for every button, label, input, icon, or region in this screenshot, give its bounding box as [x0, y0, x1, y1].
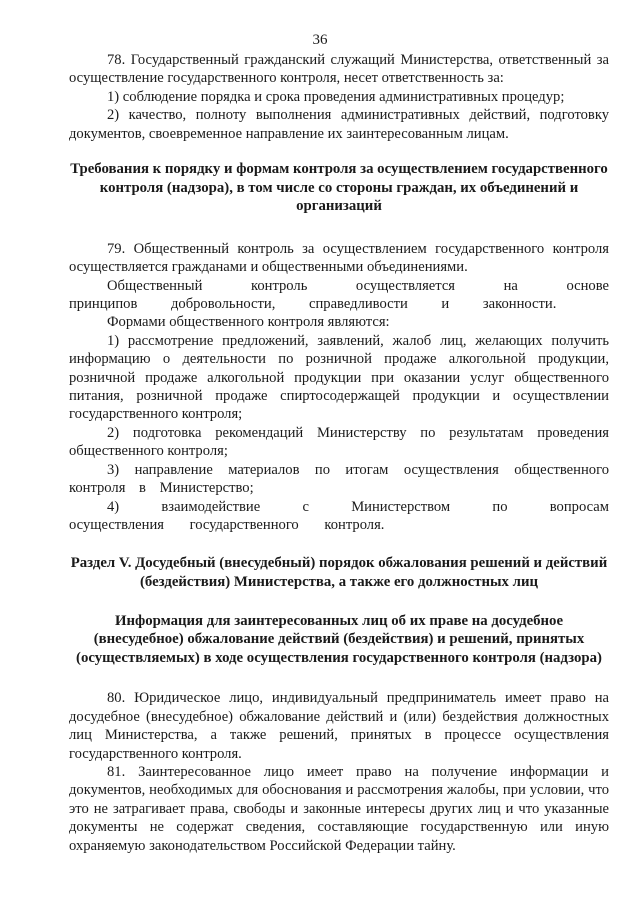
- list-item-78-2: 2) качество, полноту выполнения административных действий, подготовку документов, своевременное направление их заинтересованным лицам.: [69, 107, 609, 142]
- list-item-79-3: 3) направление материалов по итогам осуществления общественного контроля в Министерство;: [69, 461, 609, 497]
- section-heading-control-requirements: Требования к порядку и формам контроля за осуществлением государственного контроля (надзора), в том числе со стороны граждан, их объединений и организаций: [70, 161, 608, 215]
- list-item-78-1: 1) соблюдение порядка и срока проведения административных процедур;: [107, 88, 565, 105]
- paragraph-79: 79. Общественный контроль за осуществлением государственного контроля осуществляется гражданами и общественными объединениями.: [69, 240, 609, 276]
- page-content: [69, 51, 609, 855]
- section-heading-appeal-information: Информация для заинтересованных лиц об их праве на досудебное (внесудебное) обжалование действий (бездействия) и решений, принятых (осуществляемых) в ходе осуществления государственного контроля (надзора): [76, 612, 602, 666]
- paragraph-80: 80. Юридическое лицо, индивидуальный предприниматель имеет право на досудебное (внесудебное) обжалование действий и (или) бездействия должностных лиц Министерства, а также решений, принятых в процессе осуществления государственного контроля.: [69, 690, 609, 762]
- paragraph-78: 78. Государственный гражданский служащий Министерства, ответственный за осуществление государственного контроля, несет ответственность за:: [69, 52, 609, 87]
- paragraph-79-principles: Общественный контроль осуществляется на основе принципов добровольности, справедливости и законности.: [69, 277, 609, 313]
- list-item-79-4: 4) взаимодействие с Министерством по вопросам осуществления государственного контроля.: [69, 498, 609, 533]
- list-item-79-2: 2) подготовка рекомендаций Министерству по результатам проведения общественного контроля;: [69, 424, 609, 460]
- section-v-heading: Раздел V. Досудебный (внесудебный) порядок обжалования решений и действий (бездействия) Министерства, а также его должностных лиц: [70, 555, 608, 590]
- paragraph-79-forms: Формами общественного контроля являются:: [107, 314, 390, 331]
- spacer: [69, 534, 609, 554]
- page-number: 36: [312, 32, 328, 48]
- paragraph-81: 81. Заинтересованное лицо имеет право на получение информации и документов, необходимых для обоснования и рассмотрения жалобы, при условии, что это не затрагивает права, свободы и законные интересы других лиц и что указанные документы не содержат сведения, составляющие государственную или иную охраняемую законодательством Российской Федерации тайну.: [69, 763, 609, 854]
- list-item-79-1: 1) рассмотрение предложений, заявлений, жалоб лиц, желающих получить информацию о деятельности по розничной продаже алкогольной продукции, розничной продаже алкогольной продукции при оказании услуг общественного питания, розничной продаже спиртосодержащей продукции и осуществлении государственного контроля;: [69, 332, 609, 423]
